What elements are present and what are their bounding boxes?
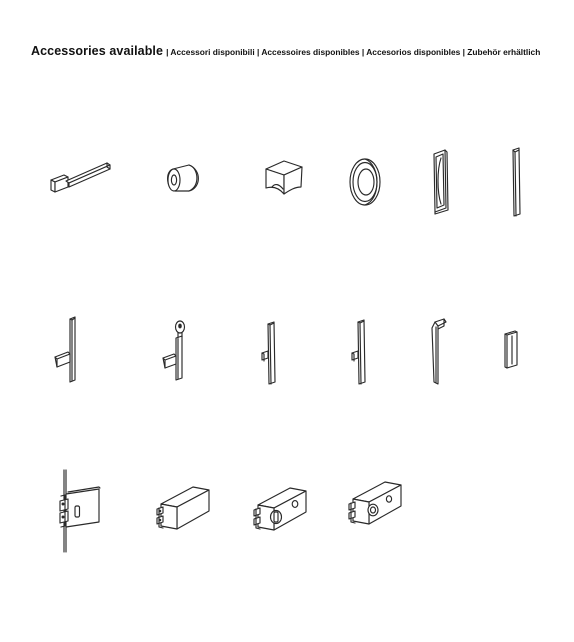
round-knob-icon (146, 142, 226, 222)
square-knob-icon (246, 142, 326, 222)
accessory-item-3 (246, 142, 326, 222)
accessory-item-13 (37, 466, 117, 546)
lock-with-edge-strip-icon (37, 466, 117, 546)
accessory-item-7 (40, 310, 120, 390)
accessory-item-5 (404, 142, 484, 222)
accessory-item-16 (333, 466, 413, 546)
accessory-item-9 (232, 310, 312, 390)
accessory-item-4 (335, 142, 415, 222)
tall-pull-handle-alt-icon (322, 310, 402, 390)
ring-pull-icon (335, 142, 415, 222)
accessory-item-10 (322, 310, 402, 390)
accessory-item-2 (146, 142, 226, 222)
heading-title: Accessories available (31, 44, 164, 58)
tall-pull-handle-icon (232, 310, 312, 390)
accessory-item-12 (478, 310, 558, 390)
accessory-item-6 (477, 142, 557, 222)
bar-handle-with-hook-icon (40, 310, 120, 390)
accessory-item-1 (41, 142, 121, 222)
towel-bar-icon (41, 142, 121, 222)
accessory-item-15 (238, 466, 318, 546)
page-heading (31, 43, 540, 59)
slim-bar-handle-icon (477, 142, 557, 222)
small-edge-latch-icon (478, 310, 558, 390)
glass-clamp-plate-icon (141, 466, 221, 546)
recessed-pull-icon (404, 142, 484, 222)
accessory-item-8 (146, 310, 226, 390)
lock-plate-with-thumbturn-icon (238, 466, 318, 546)
bar-handle-with-key-lock-icon (146, 310, 226, 390)
lock-plate-with-cylinder-icon (333, 466, 413, 546)
accessory-item-11 (400, 310, 480, 390)
accessory-item-14 (141, 466, 221, 546)
heading-languages: | Accessori disponibili | Accessoires disponibles | Accesorios disponibles | Zubehör erhältlich (166, 47, 541, 57)
edge-profile-handle-icon (400, 310, 480, 390)
